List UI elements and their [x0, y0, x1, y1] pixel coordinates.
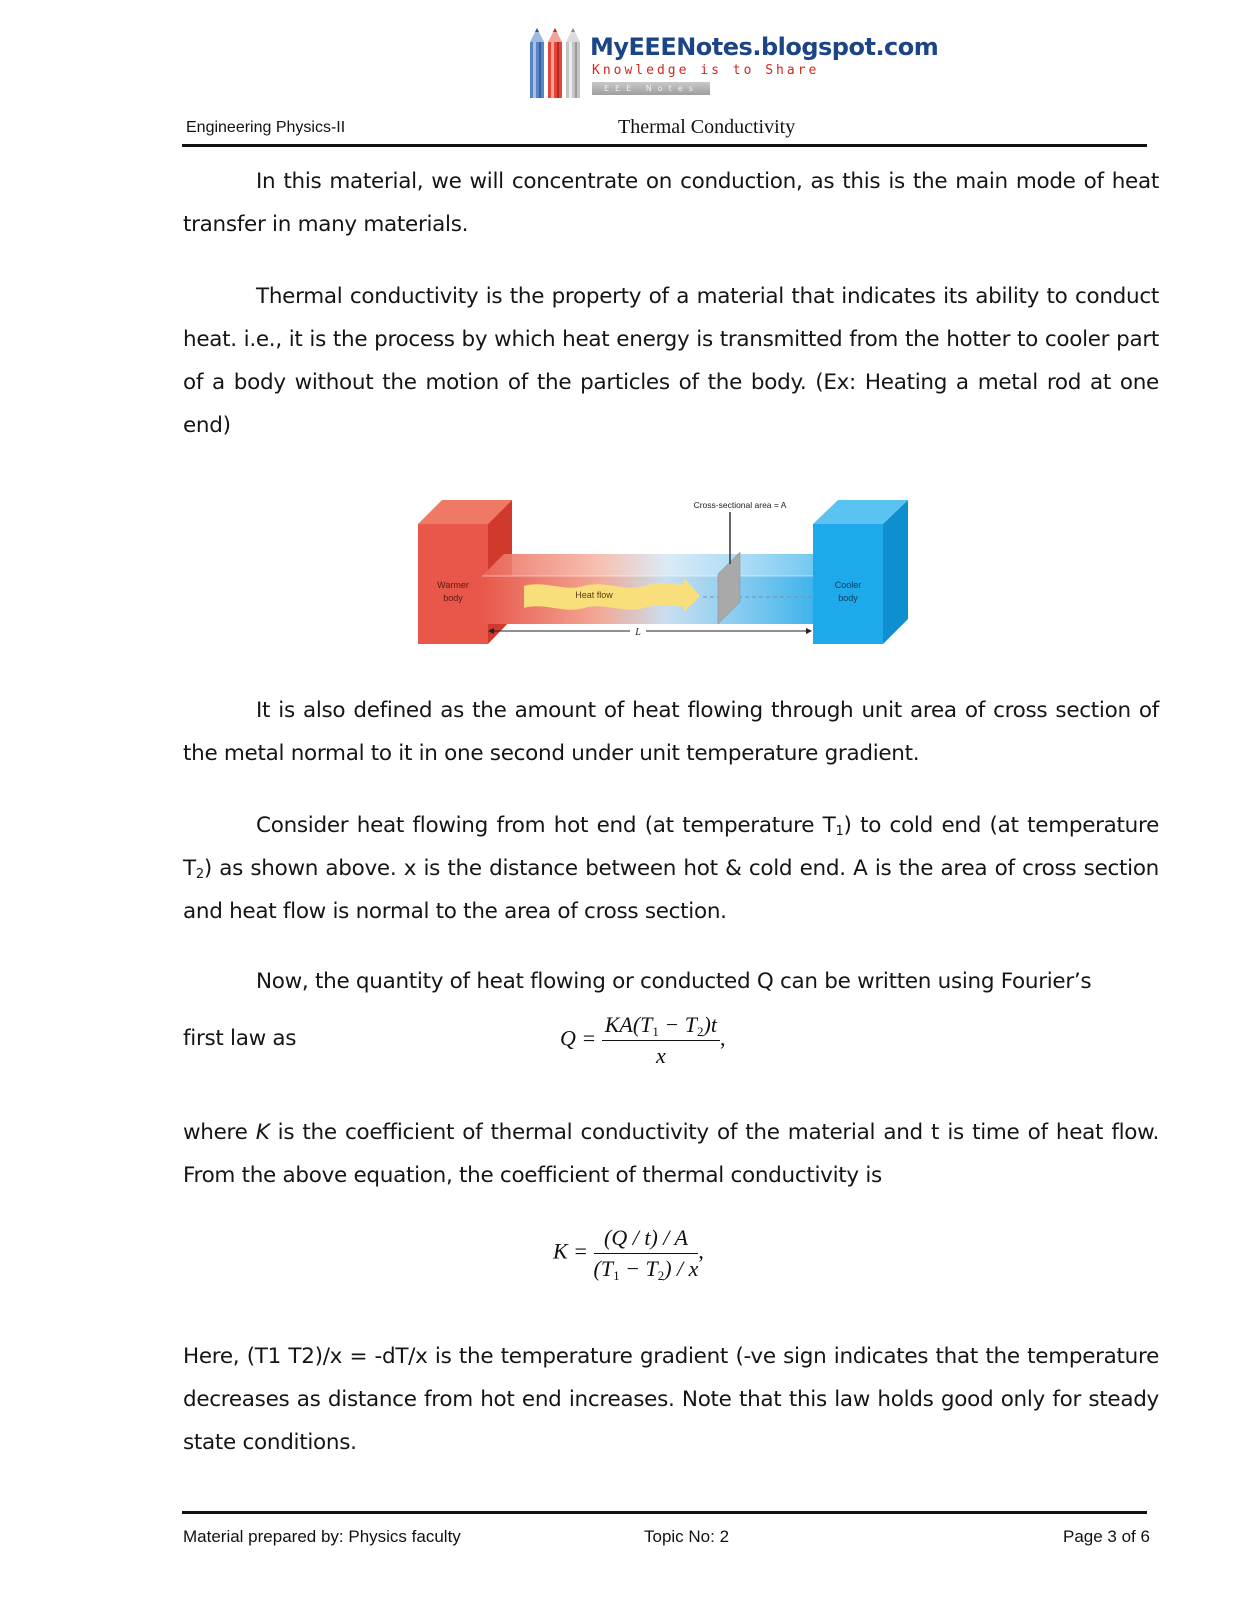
cooler-body [813, 500, 908, 644]
paragraph-definition: Thermal conductivity is the property of a material that indicates its ability to conduct heat. i.e., it is the process by which heat energy is transmitted from the hotter to cooler part of a body without the motion of the particles of the body. (Ex: Heating a metal rod at one end) [183, 284, 1159, 438]
heat-conduction-diagram [418, 494, 932, 646]
header-topic-title: Thermal Conductivity [618, 116, 796, 138]
length-dimension [488, 628, 812, 634]
formula-q-denominator: x [655, 1043, 666, 1068]
footer-prepared-by: Material prepared by: Physics faculty [183, 1527, 461, 1546]
formula-k-comma: , [698, 1238, 704, 1264]
formula-q-lhs: Q = [560, 1025, 597, 1051]
heat-flow-label: Heat flow [575, 590, 613, 600]
header-course: Engineering Physics-II [186, 119, 346, 136]
formula-k-fraction [594, 1225, 699, 1282]
cross-section-label: Cross-sectional area = A [693, 500, 787, 510]
site-tagline: Knowledge is to Share [592, 63, 820, 78]
paragraph-fourier: Now, the quantity of heat flowing or conducted Q can be written using Fourier’s [256, 969, 1092, 994]
header-divider [182, 144, 1147, 147]
warmer-label-2: body [443, 593, 463, 603]
formula-fourier-q [560, 1012, 725, 1069]
paragraph-fourier-tail: first law as [183, 1026, 297, 1051]
cooler-label-2: body [838, 593, 858, 603]
formula-q-numerator: $KA(T_1 - T_2)t$ [602, 1012, 720, 1041]
paragraph-alt-definition: It is also defined as the amount of heat flowing through unit area of cross section of the metal normal to it in one second under unit temperature gradient. [183, 698, 1159, 766]
formula-q-comma: , [719, 1025, 726, 1051]
formula-k-lhs: K = [553, 1238, 589, 1264]
footer-divider [182, 1511, 1147, 1514]
formula-q-fraction [602, 1012, 720, 1069]
footer-page-number: Page 3 of 6 [1063, 1527, 1150, 1546]
warmer-label-1: Warmer [437, 580, 469, 590]
paragraph-consider: Consider heat flowing from hot end (at temperature $T_1$) to cold end (at temperature $T_2$) as shown above. x is the distance between hot & cold end. A is the area of cross section and heat flow is normal to the area of cross section. [183, 813, 1159, 924]
paragraph-gradient: Here, (T1 T2)/x = -dT/x is the temperature gradient (-ve sign indicates that the temperature decreases as distance from hot end increases. Note that this law holds good only for steady state conditions. [183, 1344, 1159, 1455]
pencils-logo-icon [528, 24, 584, 98]
paragraph-where-k: where K is the coefficient of thermal conductivity of the material and t is time of heat flow. From the above equation, the coefficient of thermal conductivity is [183, 1120, 1159, 1188]
cooler-label-1: Cooler [834, 580, 862, 590]
paragraph-intro: In this material, we will concentrate on conduction, as this is the main mode of heat transfer in many materials. [183, 169, 1159, 237]
site-logo [528, 24, 948, 100]
site-title: MyEEENotes.blogspot.com [590, 33, 939, 61]
formula-k-denominator: $(T_1 - T_2) / x$ [593, 1256, 699, 1283]
formula-k-numerator: (Q / t) / A [594, 1225, 699, 1254]
site-badge: EEE Notes [592, 82, 710, 95]
formula-conductivity-k [553, 1225, 704, 1282]
length-label: L [635, 627, 641, 638]
footer-topic-no: Topic No: 2 [644, 1527, 730, 1546]
